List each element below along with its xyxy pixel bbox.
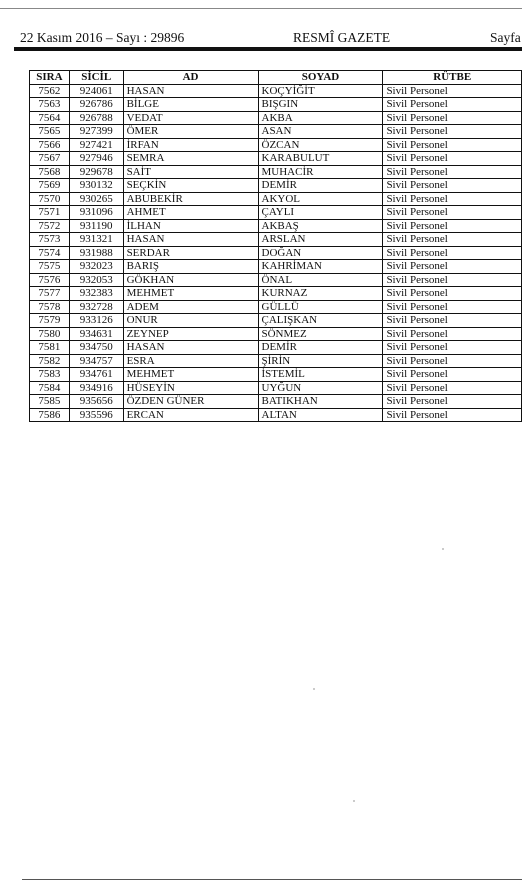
- column-header-ad: AD: [123, 71, 258, 85]
- ad-cell: ERCAN: [123, 408, 258, 422]
- sicil-cell: 926788: [69, 111, 123, 125]
- soyad-cell: DEMİR: [258, 179, 383, 193]
- sira-cell: 7580: [30, 327, 70, 341]
- sicil-cell: 934757: [69, 354, 123, 368]
- table-row: [30, 165, 522, 179]
- sicil-cell: 927421: [69, 138, 123, 152]
- soyad-cell: ÖNAL: [258, 273, 383, 287]
- table-header-row: [30, 71, 522, 85]
- rutbe-cell: Sivil Personel: [383, 354, 522, 368]
- ad-cell: BİLGE: [123, 98, 258, 112]
- ad-cell: SEMRA: [123, 152, 258, 166]
- column-header-soyad: SOYAD: [258, 71, 383, 85]
- table-row: [30, 300, 522, 314]
- sicil-cell: 932023: [69, 260, 123, 274]
- rutbe-cell: Sivil Personel: [383, 98, 522, 112]
- ad-cell: ÖZDEN GÜNER: [123, 395, 258, 409]
- sira-cell: 7584: [30, 381, 70, 395]
- rutbe-cell: Sivil Personel: [383, 327, 522, 341]
- sicil-cell: 931321: [69, 233, 123, 247]
- ad-cell: AHMET: [123, 206, 258, 220]
- ad-cell: BARIŞ: [123, 260, 258, 274]
- scan-speck: [442, 548, 444, 550]
- soyad-cell: DOĞAN: [258, 246, 383, 260]
- ad-cell: ÖMER: [123, 125, 258, 139]
- table-row: [30, 125, 522, 139]
- rutbe-cell: Sivil Personel: [383, 381, 522, 395]
- table-row: [30, 152, 522, 166]
- rutbe-cell: Sivil Personel: [383, 84, 522, 98]
- soyad-cell: ARSLAN: [258, 233, 383, 247]
- sicil-cell: 932728: [69, 300, 123, 314]
- rutbe-cell: Sivil Personel: [383, 341, 522, 355]
- soyad-cell: MUHACİR: [258, 165, 383, 179]
- rutbe-cell: Sivil Personel: [383, 246, 522, 260]
- sira-cell: 7563: [30, 98, 70, 112]
- soyad-cell: ÖZCAN: [258, 138, 383, 152]
- ad-cell: GÖKHAN: [123, 273, 258, 287]
- ad-cell: ONUR: [123, 314, 258, 328]
- sicil-cell: 935596: [69, 408, 123, 422]
- soyad-cell: AKYOL: [258, 192, 383, 206]
- sicil-cell: 933126: [69, 314, 123, 328]
- sira-cell: 7569: [30, 179, 70, 193]
- soyad-cell: KAHRİMAN: [258, 260, 383, 274]
- rutbe-cell: Sivil Personel: [383, 287, 522, 301]
- sira-cell: 7582: [30, 354, 70, 368]
- rutbe-cell: Sivil Personel: [383, 206, 522, 220]
- table-row: [30, 260, 522, 274]
- sira-cell: 7572: [30, 219, 70, 233]
- sicil-cell: 927399: [69, 125, 123, 139]
- sira-cell: 7578: [30, 300, 70, 314]
- rutbe-cell: Sivil Personel: [383, 260, 522, 274]
- rutbe-cell: Sivil Personel: [383, 152, 522, 166]
- sira-cell: 7566: [30, 138, 70, 152]
- ad-cell: ESRA: [123, 354, 258, 368]
- scan-speck: [313, 688, 315, 690]
- table-row: [30, 341, 522, 355]
- soyad-cell: ASAN: [258, 125, 383, 139]
- rutbe-cell: Sivil Personel: [383, 219, 522, 233]
- soyad-cell: AKBA: [258, 111, 383, 125]
- sira-cell: 7573: [30, 233, 70, 247]
- sira-cell: 7576: [30, 273, 70, 287]
- sira-cell: 7579: [30, 314, 70, 328]
- sicil-cell: 930265: [69, 192, 123, 206]
- soyad-cell: SÖNMEZ: [258, 327, 383, 341]
- table-row: [30, 179, 522, 193]
- sira-cell: 7570: [30, 192, 70, 206]
- sicil-cell: 935656: [69, 395, 123, 409]
- soyad-cell: ALTAN: [258, 408, 383, 422]
- sicil-cell: 930132: [69, 179, 123, 193]
- ad-cell: İRFAN: [123, 138, 258, 152]
- table-row: [30, 219, 522, 233]
- table-row: [30, 98, 522, 112]
- rutbe-cell: Sivil Personel: [383, 233, 522, 247]
- rutbe-cell: Sivil Personel: [383, 314, 522, 328]
- soyad-cell: KOÇYİĞİT: [258, 84, 383, 98]
- table-row: [30, 314, 522, 328]
- table-row: [30, 206, 522, 220]
- table-row: [30, 327, 522, 341]
- sicil-cell: 934761: [69, 368, 123, 382]
- sicil-cell: 934631: [69, 327, 123, 341]
- soyad-cell: İSTEMİL: [258, 368, 383, 382]
- ad-cell: İLHAN: [123, 219, 258, 233]
- soyad-cell: UYĞUN: [258, 381, 383, 395]
- sicil-cell: 931988: [69, 246, 123, 260]
- soyad-cell: ÇAYLI: [258, 206, 383, 220]
- rutbe-cell: Sivil Personel: [383, 408, 522, 422]
- ad-cell: SEÇKİN: [123, 179, 258, 193]
- sicil-cell: 924061: [69, 84, 123, 98]
- rutbe-cell: Sivil Personel: [383, 273, 522, 287]
- soyad-cell: BATIKHAN: [258, 395, 383, 409]
- rutbe-cell: Sivil Personel: [383, 192, 522, 206]
- sira-cell: 7574: [30, 246, 70, 260]
- sira-cell: 7577: [30, 287, 70, 301]
- soyad-cell: DEMİR: [258, 341, 383, 355]
- sira-cell: 7567: [30, 152, 70, 166]
- rutbe-cell: Sivil Personel: [383, 300, 522, 314]
- ad-cell: HASAN: [123, 84, 258, 98]
- sira-cell: 7565: [30, 125, 70, 139]
- rutbe-cell: Sivil Personel: [383, 179, 522, 193]
- sicil-cell: 934916: [69, 381, 123, 395]
- sicil-cell: 926786: [69, 98, 123, 112]
- ad-cell: MEHMET: [123, 368, 258, 382]
- sira-cell: 7575: [30, 260, 70, 274]
- table-row: [30, 233, 522, 247]
- column-header-sicil: SİCİL: [69, 71, 123, 85]
- table-row: [30, 192, 522, 206]
- table-row: [30, 138, 522, 152]
- ad-cell: SERDAR: [123, 246, 258, 260]
- column-header-sira: SIRA: [30, 71, 70, 85]
- ad-cell: MEHMET: [123, 287, 258, 301]
- ad-cell: SAİT: [123, 165, 258, 179]
- ad-cell: HASAN: [123, 341, 258, 355]
- sira-cell: 7586: [30, 408, 70, 422]
- sira-cell: 7585: [30, 395, 70, 409]
- table-row: [30, 395, 522, 409]
- page-top-rule: [0, 8, 522, 9]
- gazette-title: RESMÎ GAZETE: [293, 30, 391, 45]
- sicil-cell: 932053: [69, 273, 123, 287]
- rutbe-cell: Sivil Personel: [383, 125, 522, 139]
- sicil-cell: 931096: [69, 206, 123, 220]
- sicil-cell: 931190: [69, 219, 123, 233]
- sira-cell: 7564: [30, 111, 70, 125]
- soyad-cell: GÜLLÜ: [258, 300, 383, 314]
- soyad-cell: KARABULUT: [258, 152, 383, 166]
- footer-rule: [22, 879, 522, 880]
- ad-cell: ABUBEKİR: [123, 192, 258, 206]
- soyad-cell: ÇALIŞKAN: [258, 314, 383, 328]
- table-row: [30, 287, 522, 301]
- header-rule: [14, 47, 522, 51]
- rutbe-cell: Sivil Personel: [383, 395, 522, 409]
- ad-cell: ZEYNEP: [123, 327, 258, 341]
- sicil-cell: 932383: [69, 287, 123, 301]
- table-row: [30, 273, 522, 287]
- page-label: Sayfa: [490, 30, 521, 45]
- table-row: [30, 408, 522, 422]
- sira-cell: 7568: [30, 165, 70, 179]
- ad-cell: HÜSEYİN: [123, 381, 258, 395]
- soyad-cell: KURNAZ: [258, 287, 383, 301]
- sira-cell: 7562: [30, 84, 70, 98]
- soyad-cell: AKBAŞ: [258, 219, 383, 233]
- table-row: [30, 111, 522, 125]
- rutbe-cell: Sivil Personel: [383, 368, 522, 382]
- column-header-rutbe: RÜTBE: [383, 71, 522, 85]
- rutbe-cell: Sivil Personel: [383, 165, 522, 179]
- ad-cell: HASAN: [123, 233, 258, 247]
- sicil-cell: 927946: [69, 152, 123, 166]
- ad-cell: VEDAT: [123, 111, 258, 125]
- soyad-cell: BIŞGIN: [258, 98, 383, 112]
- table-row: [30, 368, 522, 382]
- table-row: [30, 381, 522, 395]
- sira-cell: 7571: [30, 206, 70, 220]
- rutbe-cell: Sivil Personel: [383, 138, 522, 152]
- issue-date-number: 22 Kasım 2016 – Sayı : 29896: [20, 30, 185, 45]
- ad-cell: ADEM: [123, 300, 258, 314]
- table-row: [30, 84, 522, 98]
- rutbe-cell: Sivil Personel: [383, 111, 522, 125]
- sicil-cell: 929678: [69, 165, 123, 179]
- sira-cell: 7583: [30, 368, 70, 382]
- table-row: [30, 246, 522, 260]
- sicil-cell: 934750: [69, 341, 123, 355]
- sira-cell: 7581: [30, 341, 70, 355]
- scan-speck: [353, 800, 355, 802]
- personnel-table: [29, 70, 522, 422]
- table-row: [30, 354, 522, 368]
- soyad-cell: ŞİRİN: [258, 354, 383, 368]
